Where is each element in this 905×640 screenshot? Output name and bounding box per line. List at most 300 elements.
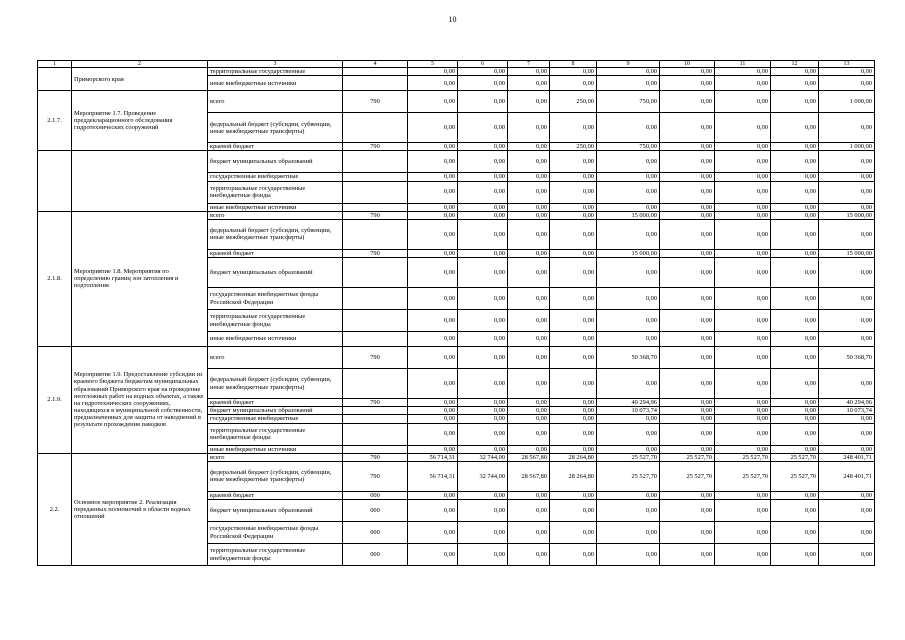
value-cell: 0,00 [550,288,597,310]
value-cell: 0,00 [458,288,508,310]
value-cell: 50 368,70 [819,347,875,369]
value-cell: 0,00 [508,288,550,310]
value-cell: 0,00 [715,347,771,369]
value-cell: 0,00 [715,91,771,113]
value-cell: 0,00 [458,369,508,399]
value-cell: 0,00 [660,76,715,91]
value-cell: 0,00 [508,91,550,113]
row-name: Приморского края [72,68,208,91]
value-cell: 0,00 [408,310,458,332]
value-cell: 0,00 [660,203,715,211]
value-cell: 0,00 [771,500,819,522]
value-cell: 0,00 [550,173,597,181]
value-cell: 0,00 [819,68,875,76]
value-cell: 0,00 [771,249,819,257]
value-cell: 15 000,00 [597,249,660,257]
table-row [38,151,875,173]
value-cell: 0,00 [508,143,550,151]
value-cell: 0,00 [715,288,771,310]
col-header: 4 [343,61,408,68]
value-cell: 0,00 [408,500,458,522]
value-cell: 0,00 [597,113,660,143]
value-cell: 0,00 [660,407,715,415]
code-cell [343,415,408,423]
value-cell: 0,00 [597,544,660,566]
value-cell: 0,00 [550,258,597,288]
value-cell: 0,00 [660,347,715,369]
value-cell: 0,00 [458,332,508,347]
value-cell: 1 000,00 [819,91,875,113]
value-cell: 25 527,70 [597,461,660,491]
code-cell: 790 [343,143,408,151]
value-cell: 0,00 [550,249,597,257]
value-cell: 0,00 [771,445,819,453]
value-cell: 0,00 [508,491,550,499]
value-cell: 0,00 [715,491,771,499]
code-cell [343,332,408,347]
source-label: территориальные государственные внебюджетные фонды [208,544,343,566]
value-cell: 0,00 [660,91,715,113]
value-cell: 0,00 [458,249,508,257]
value-cell: 0,00 [458,491,508,499]
value-cell: 0,00 [597,310,660,332]
value-cell: 0,00 [819,369,875,399]
value-cell: 0,00 [408,151,458,173]
value-cell: 0,00 [660,219,715,249]
value-cell: 0,00 [660,113,715,143]
value-cell: 0,00 [408,415,458,423]
source-label: государственные внебюджетные фонды Российской Федерации [208,522,343,544]
code-cell: 790 [343,461,408,491]
value-cell: 0,00 [715,522,771,544]
row-name [72,151,208,211]
row-number [38,68,72,91]
code-cell [343,113,408,143]
value-cell: 0,00 [408,181,458,203]
value-cell: 0,00 [715,219,771,249]
row-number: 2.1.8. [38,211,72,346]
value-cell: 0,00 [508,249,550,257]
value-cell: 0,00 [715,500,771,522]
row-number: 2.1.9. [38,347,72,454]
value-cell: 15 000,00 [597,211,660,219]
value-cell: 0,00 [458,544,508,566]
source-label: иные внебюджетные источники [208,76,343,91]
value-cell: 0,00 [597,151,660,173]
value-cell: 0,00 [715,181,771,203]
value-cell: 0,00 [660,369,715,399]
col-header: 6 [458,61,508,68]
value-cell: 250,00 [550,143,597,151]
value-cell: 0,00 [660,151,715,173]
value-cell: 0,00 [458,143,508,151]
value-cell: 0,00 [550,544,597,566]
value-cell: 0,00 [550,399,597,407]
value-cell: 0,00 [508,219,550,249]
value-cell: 0,00 [550,151,597,173]
value-cell: 0,00 [715,68,771,76]
value-cell: 0,00 [771,399,819,407]
value-cell: 0,00 [771,288,819,310]
code-cell [343,68,408,76]
code-cell [343,203,408,211]
source-label: иные внебюджетные источники [208,332,343,347]
value-cell: 0,00 [819,445,875,453]
value-cell: 0,00 [715,310,771,332]
value-cell: 25 527,70 [597,453,660,461]
value-cell: 0,00 [508,76,550,91]
table-row [38,68,875,76]
value-cell: 28 567,80 [508,461,550,491]
value-cell: 0,00 [408,143,458,151]
value-cell: 56 714,31 [408,461,458,491]
value-cell: 0,00 [550,219,597,249]
value-cell: 0,00 [660,258,715,288]
col-header: 1 [38,61,72,68]
value-cell: 0,00 [458,68,508,76]
value-cell: 0,00 [819,113,875,143]
value-cell: 25 527,70 [771,461,819,491]
value-cell: 0,00 [771,76,819,91]
value-cell: 0,00 [771,544,819,566]
code-cell [343,310,408,332]
value-cell: 0,00 [597,173,660,181]
value-cell: 0,00 [508,310,550,332]
col-header: 12 [771,61,819,68]
value-cell: 0,00 [715,399,771,407]
source-label: территориальные государственные [208,68,343,76]
value-cell: 750,00 [597,143,660,151]
value-cell: 0,00 [771,219,819,249]
source-label: федеральный бюджет (субсидии, субвенции, иные межбюджетные трансферты) [208,219,343,249]
col-header: 7 [508,61,550,68]
value-cell: 0,00 [660,143,715,151]
source-label: краевой бюджет [208,491,343,499]
value-cell: 0,00 [550,522,597,544]
code-cell [343,151,408,173]
value-cell: 28 264,80 [550,453,597,461]
value-cell: 0,00 [458,310,508,332]
source-label: бюджет муниципальных образований [208,151,343,173]
value-cell: 0,00 [508,173,550,181]
value-cell: 0,00 [508,258,550,288]
value-cell: 0,00 [550,415,597,423]
value-cell: 0,00 [597,258,660,288]
value-cell: 0,00 [715,76,771,91]
value-cell: 0,00 [660,445,715,453]
value-cell: 0,00 [508,203,550,211]
value-cell: 0,00 [771,181,819,203]
value-cell: 0,00 [660,423,715,445]
value-cell: 0,00 [715,151,771,173]
value-cell: 248 401,71 [819,461,875,491]
value-cell: 0,00 [458,76,508,91]
source-label: бюджет муниципальных образований [208,500,343,522]
value-cell: 0,00 [458,219,508,249]
value-cell: 0,00 [408,91,458,113]
value-cell: 0,00 [715,203,771,211]
value-cell: 28 567,80 [508,453,550,461]
value-cell: 0,00 [508,68,550,76]
value-cell: 0,00 [458,173,508,181]
table-row [38,453,875,461]
value-cell: 0,00 [458,91,508,113]
source-label: краевой бюджет [208,143,343,151]
value-cell: 0,00 [408,203,458,211]
value-cell: 0,00 [819,491,875,499]
value-cell: 0,00 [408,399,458,407]
value-cell: 0,00 [819,181,875,203]
value-cell: 0,00 [771,113,819,143]
code-cell: 790 [343,249,408,257]
code-cell [343,445,408,453]
source-label: всего [208,453,343,461]
value-cell: 0,00 [660,500,715,522]
value-cell: 0,00 [458,500,508,522]
value-cell: 25 527,70 [660,453,715,461]
value-cell: 0,00 [458,151,508,173]
value-cell: 0,00 [660,211,715,219]
source-label: иные внебюджетные источники [208,203,343,211]
source-label: федеральный бюджет (субсидии, субвенции, иные межбюджетные трансферты) [208,461,343,491]
code-cell: 790 [343,399,408,407]
value-cell: 0,00 [458,211,508,219]
row-name: Основное мероприятие 2. Реализация переданных полномочий в области водных отношений [72,453,208,565]
code-cell: 790 [343,453,408,461]
value-cell: 0,00 [458,423,508,445]
value-cell: 25 527,70 [715,453,771,461]
value-cell: 0,00 [819,76,875,91]
value-cell: 0,00 [660,522,715,544]
source-label: всего [208,347,343,369]
value-cell: 248 401,71 [819,453,875,461]
value-cell: 0,00 [771,415,819,423]
value-cell: 0,00 [550,310,597,332]
code-cell [343,76,408,91]
value-cell: 750,00 [597,91,660,113]
value-cell: 0,00 [458,347,508,369]
code-cell: 790 [343,91,408,113]
code-cell: 790 [343,347,408,369]
value-cell: 0,00 [771,407,819,415]
value-cell: 0,00 [771,347,819,369]
row-number: 2.1.7. [38,91,72,151]
value-cell: 0,00 [408,76,458,91]
value-cell: 0,00 [550,445,597,453]
value-cell: 15 000,00 [819,249,875,257]
value-cell: 0,00 [771,258,819,288]
page-number: 10 [448,15,457,24]
value-cell: 0,00 [458,181,508,203]
value-cell: 10 073,74 [597,407,660,415]
source-label: территориальные государственные внебюджетные фонды [208,181,343,203]
value-cell: 0,00 [771,491,819,499]
code-cell: 000 [343,500,408,522]
value-cell: 0,00 [660,68,715,76]
table-row [38,91,875,113]
value-cell: 25 527,70 [715,461,771,491]
col-header: 2 [72,61,208,68]
value-cell: 1 000,00 [819,143,875,151]
value-cell: 0,00 [550,203,597,211]
value-cell: 0,00 [408,544,458,566]
value-cell: 0,00 [550,369,597,399]
value-cell: 0,00 [771,203,819,211]
value-cell: 25 527,70 [771,453,819,461]
value-cell: 0,00 [715,407,771,415]
value-cell: 0,00 [819,173,875,181]
value-cell: 0,00 [771,151,819,173]
value-cell: 0,00 [819,310,875,332]
value-cell: 0,00 [508,423,550,445]
row-name: Мероприятие 1.7. Проведение преддекларационного обследования гидротехнических сооружений [72,91,208,151]
code-cell [343,219,408,249]
value-cell: 0,00 [715,423,771,445]
value-cell: 0,00 [771,143,819,151]
source-label: государственные внебюджетные [208,415,343,423]
value-cell: 0,00 [550,181,597,203]
value-cell: 0,00 [508,522,550,544]
value-cell: 32 744,00 [458,453,508,461]
value-cell: 0,00 [408,211,458,219]
code-cell: 000 [343,544,408,566]
value-cell: 0,00 [408,369,458,399]
value-cell: 0,00 [660,399,715,407]
value-cell: 0,00 [597,288,660,310]
value-cell: 0,00 [408,258,458,288]
value-cell: 0,00 [715,445,771,453]
value-cell: 0,00 [597,415,660,423]
value-cell: 0,00 [508,445,550,453]
value-cell: 0,00 [550,113,597,143]
value-cell: 0,00 [771,91,819,113]
source-label: всего [208,91,343,113]
value-cell: 0,00 [819,219,875,249]
code-cell [343,173,408,181]
value-cell: 0,00 [819,522,875,544]
value-cell: 56 714,31 [408,453,458,461]
value-cell: 250,00 [550,91,597,113]
code-cell [343,423,408,445]
value-cell: 0,00 [458,258,508,288]
value-cell: 0,00 [597,332,660,347]
value-cell: 25 527,70 [660,461,715,491]
value-cell: 0,00 [508,399,550,407]
value-cell: 0,00 [458,522,508,544]
value-cell: 0,00 [408,491,458,499]
value-cell: 28 264,80 [550,461,597,491]
value-cell: 0,00 [819,258,875,288]
code-cell [343,181,408,203]
column-numbers-row [38,61,875,68]
value-cell: 0,00 [597,491,660,499]
col-header: 8 [550,61,597,68]
value-cell: 0,00 [660,173,715,181]
row-number: 2.2. [38,453,72,565]
source-label: бюджет муниципальных образований [208,407,343,415]
value-cell: 0,00 [715,369,771,399]
value-cell: 0,00 [771,423,819,445]
value-cell: 0,00 [408,219,458,249]
value-cell: 0,00 [715,258,771,288]
col-header: 11 [715,61,771,68]
source-label: краевой бюджет [208,399,343,407]
value-cell: 0,00 [408,288,458,310]
value-cell: 0,00 [597,181,660,203]
value-cell: 0,00 [408,347,458,369]
value-cell: 0,00 [771,310,819,332]
value-cell: 0,00 [458,407,508,415]
value-cell: 0,00 [660,544,715,566]
value-cell: 0,00 [660,491,715,499]
value-cell: 0,00 [660,249,715,257]
code-cell [343,258,408,288]
code-cell [343,369,408,399]
value-cell: 0,00 [771,68,819,76]
value-cell: 0,00 [660,415,715,423]
value-cell: 0,00 [771,369,819,399]
value-cell: 0,00 [508,113,550,143]
value-cell: 0,00 [715,113,771,143]
value-cell: 0,00 [550,407,597,415]
code-cell [343,407,408,415]
value-cell: 0,00 [508,151,550,173]
col-header: 13 [819,61,875,68]
value-cell: 0,00 [550,332,597,347]
source-label: иные внебюджетные источники [208,445,343,453]
value-cell: 0,00 [771,211,819,219]
value-cell: 0,00 [408,407,458,415]
value-cell: 0,00 [508,181,550,203]
value-cell: 0,00 [819,423,875,445]
table-row [38,347,875,369]
value-cell: 0,00 [715,249,771,257]
value-cell: 0,00 [550,491,597,499]
value-cell: 0,00 [597,423,660,445]
value-cell: 0,00 [819,203,875,211]
value-cell: 0,00 [508,369,550,399]
value-cell: 0,00 [819,288,875,310]
table-row [38,211,875,219]
value-cell: 0,00 [508,544,550,566]
value-cell: 0,00 [508,332,550,347]
value-cell: 0,00 [408,522,458,544]
budget-table [37,60,875,566]
value-cell: 0,00 [597,522,660,544]
value-cell: 0,00 [660,288,715,310]
value-cell: 0,00 [771,173,819,181]
value-cell: 0,00 [715,415,771,423]
value-cell: 40 294,96 [819,399,875,407]
value-cell: 0,00 [458,399,508,407]
value-cell: 15 000,00 [819,211,875,219]
value-cell: 0,00 [408,423,458,445]
source-label: территориальные государственные внебюджетные фонды [208,423,343,445]
row-name: Мероприятие 1.8. Мероприятия по определению границ зон затопления и подтопления [72,211,208,346]
value-cell: 0,00 [458,445,508,453]
value-cell: 0,00 [715,211,771,219]
value-cell: 0,00 [550,423,597,445]
value-cell: 0,00 [408,173,458,181]
value-cell: 0,00 [819,151,875,173]
value-cell: 0,00 [597,500,660,522]
value-cell: 0,00 [408,68,458,76]
value-cell: 0,00 [508,500,550,522]
value-cell: 0,00 [597,219,660,249]
source-label: государственные внебюджетные фонды Российской Федерации [208,288,343,310]
value-cell: 0,00 [715,173,771,181]
source-label: федеральный бюджет (субсидии, субвенции, иные межбюджетные трансферты) [208,369,343,399]
